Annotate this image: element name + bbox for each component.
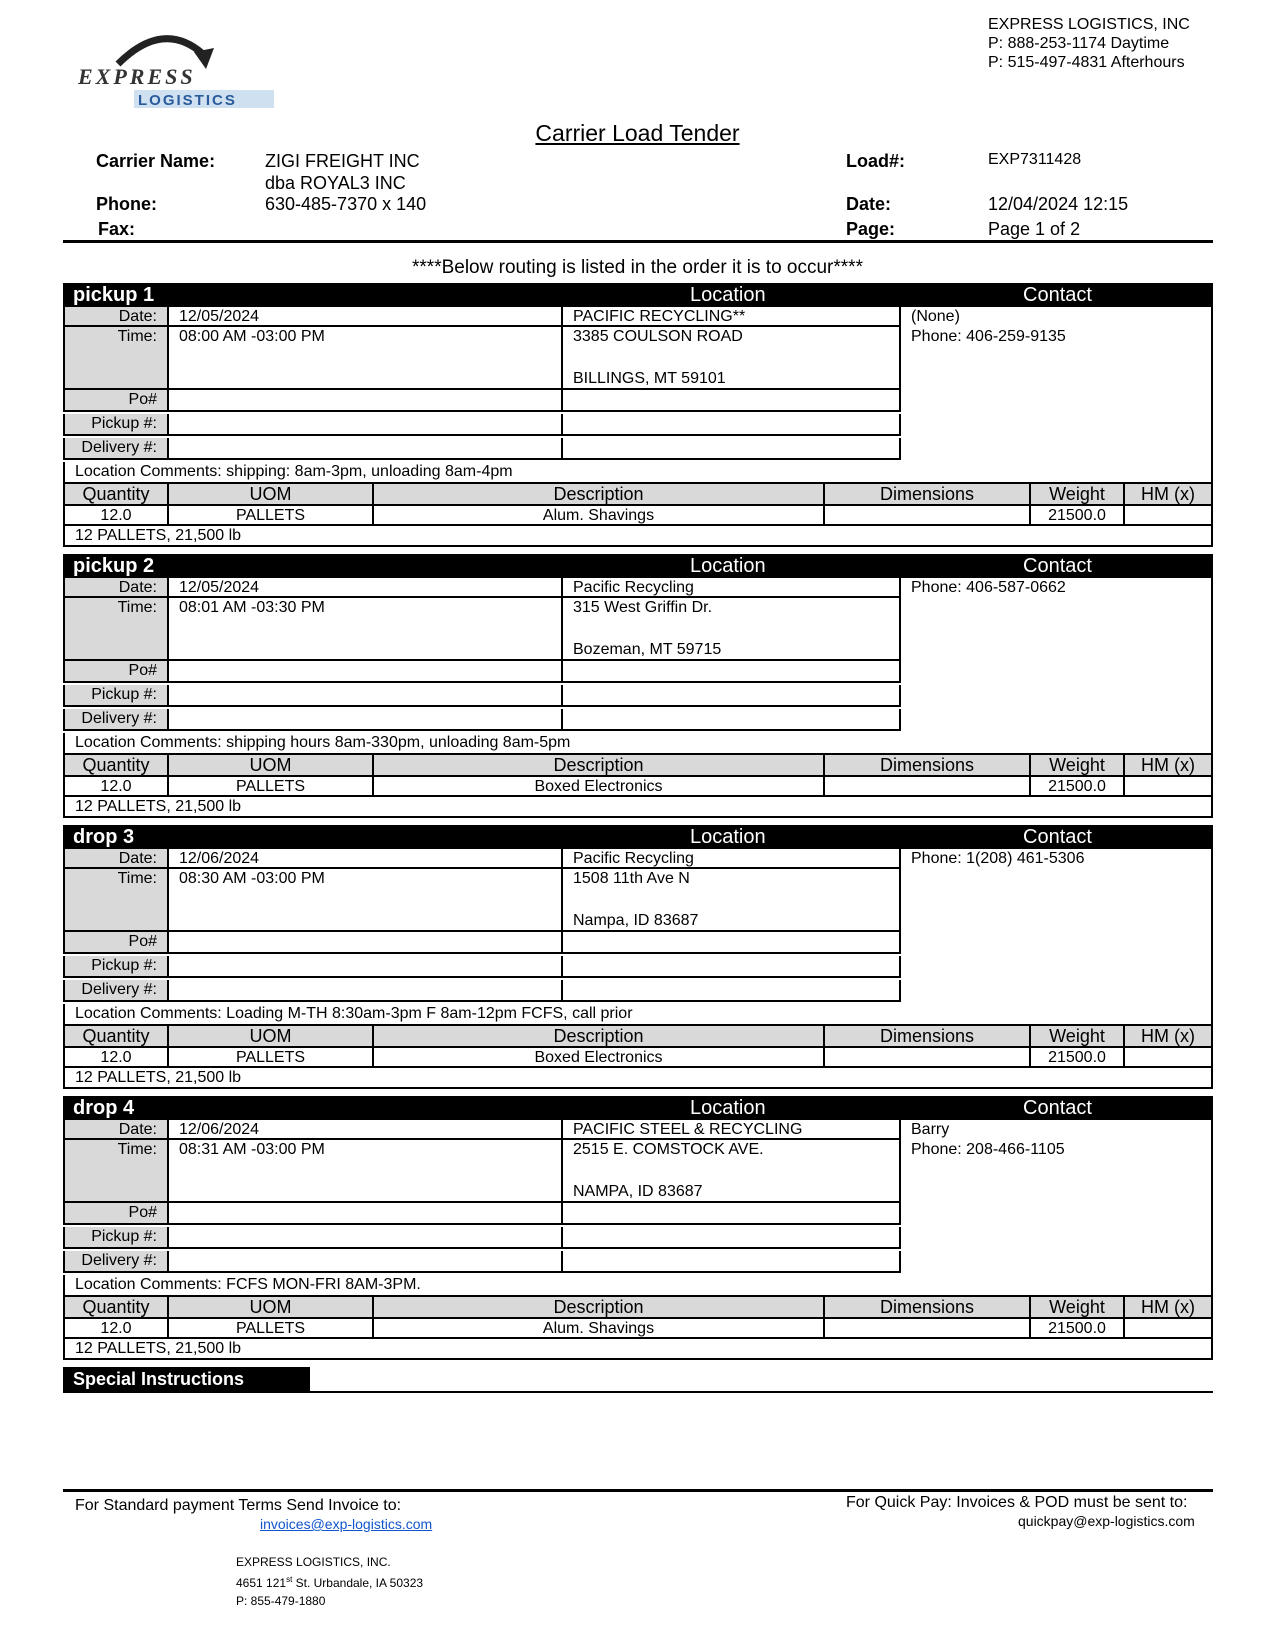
location-header: Location [690, 284, 766, 306]
column-header-description: Description [374, 482, 825, 506]
location-address [563, 1140, 901, 1203]
carrier-name-label: Carrier Name: [96, 151, 216, 171]
location-name: PACIFIC STEEL & RECYCLING [563, 1120, 901, 1140]
item-uom: PALLETS [169, 777, 374, 797]
location-street: 1508 11th Ave N [573, 870, 690, 887]
delivery-number-label: Delivery #: [63, 709, 169, 731]
item-uom: PALLETS [169, 1048, 374, 1068]
column-header-uom: UOM [169, 753, 374, 777]
pickup-location-value [563, 956, 901, 978]
po-label: Po# [63, 390, 169, 412]
column-header-weight: Weight [1031, 1295, 1125, 1319]
address-phone: P: 855-479-1880 [236, 1594, 326, 1608]
location-street: 315 West Griffin Dr. [573, 599, 713, 616]
carrier-dba: dba ROYAL3 INC [265, 173, 406, 193]
contact-phone: Phone: 406-587-0662 [911, 579, 1066, 596]
contact-name: Barry [911, 1121, 950, 1138]
stop-summary: 12 PALLETS, 21,500 lb [63, 797, 1213, 818]
location-comments: Location Comments: shipping: 8am-3pm, unloading 8am-4pm [63, 462, 1213, 482]
location-street: 3385 COULSON ROAD [573, 328, 743, 345]
svg-text:EXPRESS: EXPRESS [78, 64, 196, 89]
column-header-quantity: Quantity [63, 1024, 169, 1048]
stop-time: 08:01 AM -03:30 PM [169, 598, 563, 661]
item-hm [1125, 506, 1213, 526]
item-uom: PALLETS [169, 1319, 374, 1339]
delivery-location-value [563, 1251, 901, 1273]
pickup-number-label: Pickup #: [63, 956, 169, 978]
stop-block [63, 554, 1213, 826]
pickup-number-value [169, 685, 563, 707]
item-description: Boxed Electronics [374, 1048, 825, 1068]
stop-summary: 12 PALLETS, 21,500 lb [63, 526, 1213, 547]
load-number: EXP7311428 [988, 151, 1082, 168]
company-logo [78, 24, 288, 114]
contact-header: Contact [1023, 826, 1092, 848]
address-street: 4651 121st St. Urbandale, IA 50323 [236, 1575, 424, 1590]
stop-name: drop 3 [73, 826, 135, 848]
special-instructions-rule [63, 1391, 1213, 1393]
item-hm [1125, 777, 1213, 797]
po-location-value [563, 390, 901, 412]
pickup-number-label: Pickup #: [63, 1227, 169, 1249]
column-header-description: Description [374, 1024, 825, 1048]
column-header-quantity: Quantity [63, 753, 169, 777]
stop-block [63, 283, 1213, 555]
quick-pay-email: quickpay@exp-logistics.com [1018, 1513, 1195, 1529]
item-weight: 21500.0 [1031, 1319, 1125, 1339]
item-uom: PALLETS [169, 506, 374, 526]
item-description: Boxed Electronics [374, 777, 825, 797]
stop-summary: 12 PALLETS, 21,500 lb [63, 1339, 1213, 1360]
routing-note: ****Below routing is listed in the order it is to occur**** [412, 257, 863, 278]
special-instructions-section [63, 1367, 1213, 1391]
contact-name: (None) [911, 308, 960, 325]
delivery-number-value [169, 980, 563, 1002]
location-header: Location [690, 826, 766, 848]
fax-label: Fax: [98, 219, 136, 239]
item-quantity: 12.0 [63, 777, 169, 797]
delivery-number-value [169, 709, 563, 731]
contact-phone: Phone: 208-466-1105 [911, 1141, 1065, 1158]
item-hm [1125, 1319, 1213, 1339]
po-value [169, 390, 563, 412]
location-street: 2515 E. COMSTOCK AVE. [573, 1141, 764, 1158]
po-value [169, 932, 563, 954]
stop-date: 12/05/2024 [169, 307, 563, 327]
item-dimensions [825, 1319, 1031, 1339]
tender-date: 12/04/2024 12:15 [988, 194, 1129, 214]
item-quantity: 12.0 [63, 1048, 169, 1068]
contact-info [901, 578, 1213, 733]
delivery-number-label: Delivery #: [63, 980, 169, 1002]
column-header-uom: UOM [169, 1024, 374, 1048]
stop-block [63, 1096, 1213, 1368]
item-description: Alum. Shavings [374, 506, 825, 526]
column-header-dimensions: Dimensions [825, 753, 1031, 777]
location-address [563, 869, 901, 932]
footer-divider [63, 1489, 1213, 1492]
location-header: Location [690, 555, 766, 577]
delivery-number-label: Delivery #: [63, 438, 169, 460]
location-city: Bozeman, MT 59715 [573, 641, 722, 658]
item-dimensions [825, 506, 1031, 526]
column-header-description: Description [374, 753, 825, 777]
location-city: Nampa, ID 83687 [573, 912, 699, 929]
column-header-quantity: Quantity [63, 1295, 169, 1319]
pickup-number-value [169, 1227, 563, 1249]
column-header-weight: Weight [1031, 753, 1125, 777]
item-hm [1125, 1048, 1213, 1068]
contact-header: Contact [1023, 555, 1092, 577]
document-title: Carrier Load Tender [535, 120, 740, 146]
location-city: BILLINGS, MT 59101 [573, 370, 726, 387]
location-comments: Location Comments: Loading M-TH 8:30am-3pm F 8am-12pm FCFS, call prior [63, 1004, 1213, 1024]
contact-info [901, 307, 1213, 462]
po-location-value [563, 1203, 901, 1225]
item-quantity: 12.0 [63, 1319, 169, 1339]
page-number: Page 1 of 2 [988, 219, 1081, 239]
pickup-number-value [169, 414, 563, 436]
pickup-location-value [563, 414, 901, 436]
stop-time: 08:31 AM -03:00 PM [169, 1140, 563, 1203]
location-city: NAMPA, ID 83687 [573, 1183, 703, 1200]
po-value [169, 661, 563, 683]
phone-label: Phone: [96, 194, 157, 214]
stop-name: pickup 2 [73, 555, 155, 577]
carrier-name: ZIGI FREIGHT INC [265, 151, 420, 171]
page-label: Page: [846, 219, 896, 239]
company-phone-day: P: 888-253-1174 Daytime [988, 35, 1170, 52]
logo-arrow-icon [78, 24, 288, 114]
item-quantity: 12.0 [63, 506, 169, 526]
stop-header-bar [63, 554, 1213, 578]
time-label: Time: [63, 1140, 169, 1203]
delivery-location-value [563, 980, 901, 1002]
pickup-number-label: Pickup #: [63, 414, 169, 436]
date-label: Date: [846, 194, 892, 214]
carrier-phone: 630-485-7370 x 140 [265, 194, 427, 214]
po-label: Po# [63, 661, 169, 683]
item-dimensions [825, 777, 1031, 797]
quick-pay-text: For Quick Pay: Invoices & POD must be sent to: [846, 1494, 1188, 1511]
location-address [563, 598, 901, 661]
stop-name: pickup 1 [73, 284, 155, 306]
contact-phone: Phone: 1(208) 461-5306 [911, 850, 1085, 867]
header-divider [63, 240, 1213, 243]
time-label: Time: [63, 327, 169, 390]
column-header-weight: Weight [1031, 1024, 1125, 1048]
contact-header: Contact [1023, 1097, 1092, 1119]
item-weight: 21500.0 [1031, 1048, 1125, 1068]
company-phone-after: P: 515-497-4831 Afterhours [988, 54, 1185, 71]
location-comments: Location Comments: FCFS MON-FRI 8AM-3PM. [63, 1275, 1213, 1295]
company-name: EXPRESS LOGISTICS, INC [988, 16, 1190, 33]
delivery-number-value [169, 438, 563, 460]
stop-block [63, 825, 1213, 1097]
pickup-location-value [563, 685, 901, 707]
load-label: Load#: [846, 151, 906, 171]
column-header-uom: UOM [169, 1295, 374, 1319]
contact-info [901, 1120, 1213, 1275]
invoice-email-link[interactable]: invoices@exp-logistics.com [260, 1516, 433, 1532]
stop-name: drop 4 [73, 1097, 135, 1119]
delivery-location-value [563, 438, 901, 460]
stop-header-bar [63, 825, 1213, 849]
mailing-address [236, 1553, 423, 1610]
pickup-location-value [563, 1227, 901, 1249]
stop-time: 08:00 AM -03:00 PM [169, 327, 563, 390]
date-label: Date: [63, 849, 169, 869]
stop-date: 12/05/2024 [169, 578, 563, 598]
company-info [988, 15, 1190, 72]
date-label: Date: [63, 578, 169, 598]
column-header-description: Description [374, 1295, 825, 1319]
delivery-number-label: Delivery #: [63, 1251, 169, 1273]
item-dimensions [825, 1048, 1031, 1068]
time-label: Time: [63, 598, 169, 661]
date-label: Date: [63, 307, 169, 327]
column-header-dimensions: Dimensions [825, 1295, 1031, 1319]
stop-summary: 12 PALLETS, 21,500 lb [63, 1068, 1213, 1089]
stop-date: 12/06/2024 [169, 849, 563, 869]
stop-header-bar [63, 283, 1213, 307]
column-header-hm: HM (x) [1125, 482, 1213, 506]
po-value [169, 1203, 563, 1225]
contact-phone: Phone: 406-259-9135 [911, 328, 1066, 345]
column-header-hm: HM (x) [1125, 1024, 1213, 1048]
column-header-dimensions: Dimensions [825, 482, 1031, 506]
column-header-quantity: Quantity [63, 482, 169, 506]
special-instructions-label: Special Instructions [63, 1367, 310, 1391]
location-name: PACIFIC RECYCLING** [563, 307, 901, 327]
column-header-hm: HM (x) [1125, 1295, 1213, 1319]
location-name: Pacific Recycling [563, 849, 901, 869]
po-location-value [563, 661, 901, 683]
location-comments: Location Comments: shipping hours 8am-330pm, unloading 8am-5pm [63, 733, 1213, 753]
delivery-number-value [169, 1251, 563, 1273]
pickup-number-label: Pickup #: [63, 685, 169, 707]
standard-terms-text: For Standard payment Terms Send Invoice to: [75, 1497, 402, 1514]
delivery-location-value [563, 709, 901, 731]
contact-header: Contact [1023, 284, 1092, 306]
column-header-weight: Weight [1031, 482, 1125, 506]
po-label: Po# [63, 932, 169, 954]
stop-time: 08:30 AM -03:00 PM [169, 869, 563, 932]
column-header-hm: HM (x) [1125, 753, 1213, 777]
location-header: Location [690, 1097, 766, 1119]
item-weight: 21500.0 [1031, 777, 1125, 797]
item-weight: 21500.0 [1031, 506, 1125, 526]
time-label: Time: [63, 869, 169, 932]
stop-date: 12/06/2024 [169, 1120, 563, 1140]
stop-header-bar [63, 1096, 1213, 1120]
column-header-dimensions: Dimensions [825, 1024, 1031, 1048]
address-company: EXPRESS LOGISTICS, INC. [236, 1555, 391, 1569]
date-label: Date: [63, 1120, 169, 1140]
pickup-number-value [169, 956, 563, 978]
po-label: Po# [63, 1203, 169, 1225]
location-name: Pacific Recycling [563, 578, 901, 598]
contact-info [901, 849, 1213, 1004]
location-address [563, 327, 901, 390]
column-header-uom: UOM [169, 482, 374, 506]
po-location-value [563, 932, 901, 954]
svg-text:LOGISTICS: LOGISTICS [138, 92, 237, 109]
item-description: Alum. Shavings [374, 1319, 825, 1339]
